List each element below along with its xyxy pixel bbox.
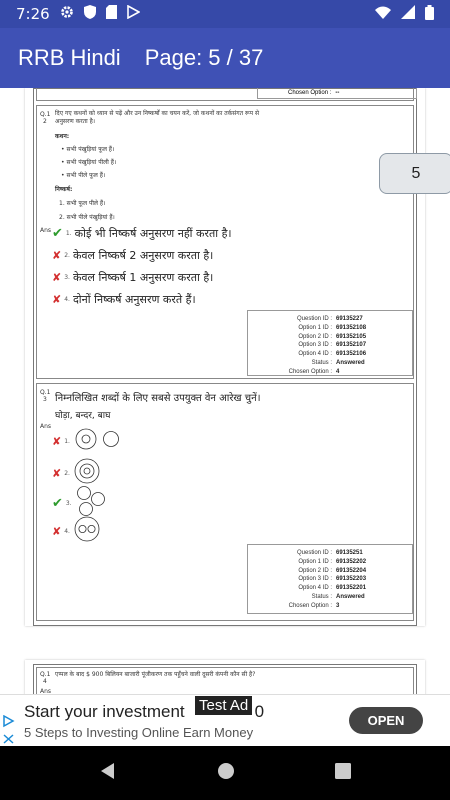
gear-icon xyxy=(60,5,74,23)
statements-label: कथन: xyxy=(55,133,70,140)
venn-diagram-1 xyxy=(73,427,133,455)
page-frame xyxy=(33,88,417,626)
info-value: -- xyxy=(335,89,340,96)
wifi-icon xyxy=(375,5,391,23)
option-3: ✘ 3. केवल निष्कर्ष 1 अनुसरण करता है। xyxy=(52,271,214,284)
option-2: ✘ 2. xyxy=(52,457,103,489)
test-ad-label: Test Ad xyxy=(195,696,252,715)
ad-title[interactable]: Start your investment 0 xyxy=(24,702,265,721)
conclusions-label: निष्कर्ष: xyxy=(55,186,73,193)
question-14-box xyxy=(36,667,414,694)
option-1: ✔ 1. कोई भी निष्कर्ष अनुसरण नहीं करता है। xyxy=(52,226,232,241)
conclusions-list: 1. सभी फूल पीले हैं। 2. सभी पीले पंखुड़ियां हैं। xyxy=(59,200,115,221)
play-store-icon xyxy=(127,5,140,23)
page-counter: Page: 5 / 37 xyxy=(144,45,264,70)
ad-choices-icon[interactable] xyxy=(3,715,15,747)
info-key: Chosen Option : xyxy=(288,89,332,96)
sd-card-icon xyxy=(106,5,117,23)
option-4: ✘ 4. दोनों निष्कर्ष अनुसरण करते हैं। xyxy=(52,293,196,306)
question-12-box xyxy=(36,105,414,379)
pdf-page xyxy=(25,88,425,626)
signal-icon xyxy=(401,5,415,23)
question-text: दिए गए कथनों को ध्यान से पढ़ें और उन निष्कर्षों का चयन करें, जो कथनों का तर्कसंगत रूप से अनुसरण करता है। xyxy=(55,110,260,125)
home-icon[interactable] xyxy=(217,762,235,784)
status-bar xyxy=(0,0,450,28)
cross-icon: ✘ xyxy=(52,524,62,538)
status-time: 7:26 xyxy=(16,5,50,23)
question-number: Q.1 2 xyxy=(40,111,51,125)
question-words: घोड़ा, बन्दर, बाघ xyxy=(55,411,111,421)
option-2: ✘ 2. केवल निष्कर्ष 2 अनुसरण करता है। xyxy=(52,249,214,262)
ans-label: Ans xyxy=(40,227,52,234)
page-indicator[interactable]: 5 xyxy=(379,153,450,194)
cross-icon: ✘ xyxy=(52,271,62,284)
option-4: ✘ 4. xyxy=(52,515,103,547)
battery-icon xyxy=(425,5,434,24)
ans-label: Ans xyxy=(40,423,52,430)
question-text: एप्पल के बाद $ 900 बिलियन बाजारी पूंजीकरण तक पहुँचने वाली दूसरी कंपनी कौन सी है? xyxy=(55,671,256,678)
ans-label: Ans xyxy=(40,688,52,694)
ad-open-button[interactable]: OPEN xyxy=(349,707,423,734)
prev-info-table xyxy=(257,88,417,99)
cross-icon: ✘ xyxy=(52,434,62,448)
question-info-table: Question ID : 69135251 Option 1 ID : 691352202 Option 2 ID : 691352204 Option 3 ID : 691352203 Option 4 ID : 691352201 Status : Answered Chosen Option : 3 xyxy=(247,544,413,614)
cross-icon: ✘ xyxy=(52,249,62,262)
option-1: ✘ 1. xyxy=(52,427,133,455)
recents-icon[interactable] xyxy=(335,763,351,783)
pdf-page-next xyxy=(25,660,425,694)
question-text: निम्नलिखित शब्दों के लिए सबसे उपयुक्त वेन आरेख चुनें। xyxy=(55,393,261,404)
back-icon[interactable] xyxy=(99,762,117,784)
question-number: Q.1 4 xyxy=(40,671,51,685)
venn-diagram-4 xyxy=(73,515,103,547)
check-icon: ✔ xyxy=(52,226,63,241)
statements-list: • सभी पंखुड़ियां फूल हैं। • सभी पंखुड़ियां पीली हैं। • सभी पीले फूल हैं। xyxy=(61,146,117,179)
prev-question-box xyxy=(36,88,414,101)
question-info-table: Question ID : 69135227 Option 1 ID : 691352108 Option 2 ID : 691352105 Option 3 ID : 691352107 Option 4 ID : 691352106 Status : Answered Chosen Option : 4 xyxy=(247,310,413,376)
check-icon: ✔ xyxy=(52,495,63,511)
ad-banner[interactable] xyxy=(0,694,450,746)
option-3: ✔ 3. xyxy=(52,485,109,521)
question-13-box xyxy=(36,383,414,621)
question-number: Q.1 3 xyxy=(40,389,51,403)
cross-icon: ✘ xyxy=(52,293,62,306)
app-bar xyxy=(0,28,450,88)
shield-icon xyxy=(84,5,96,23)
nav-bar xyxy=(0,746,450,800)
ad-subtitle[interactable]: 5 Steps to Investing Online Earn Money xyxy=(24,725,254,740)
app-title: RRB Hindi xyxy=(18,45,121,70)
cross-icon: ✘ xyxy=(52,466,62,480)
